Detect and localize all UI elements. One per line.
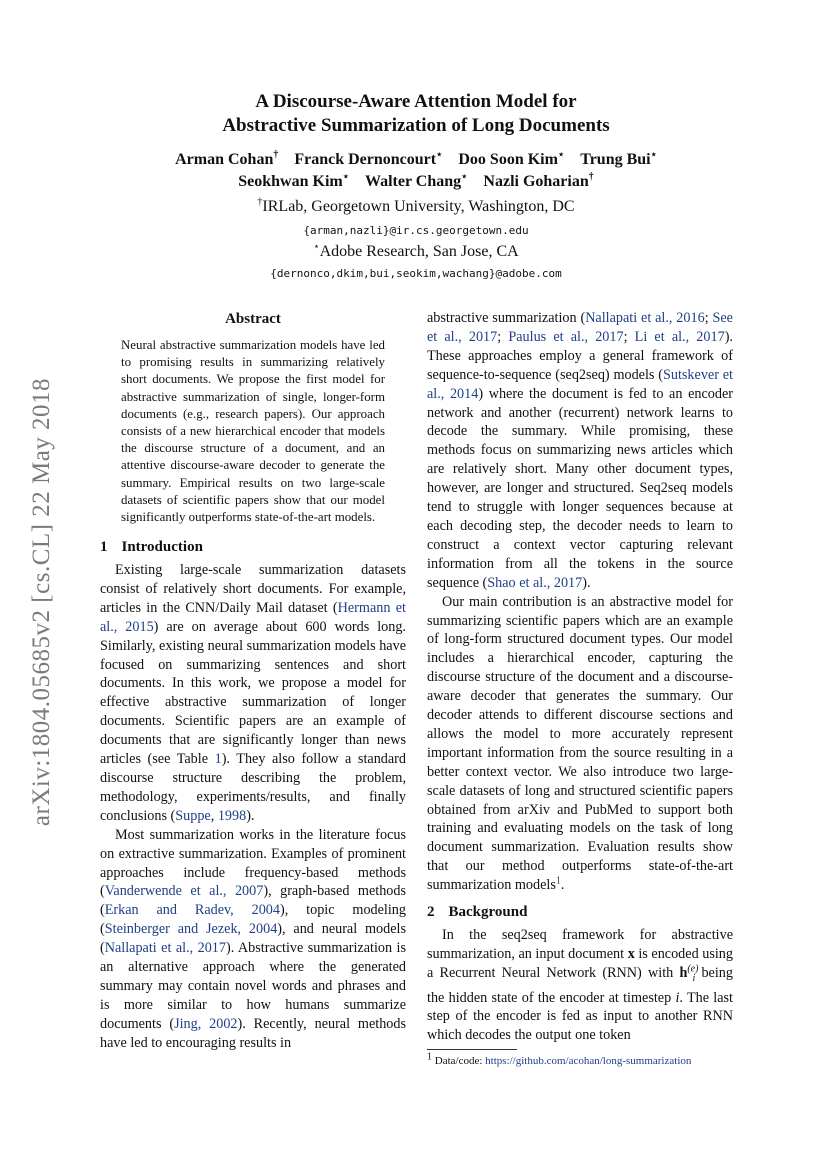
text-run: x	[627, 945, 635, 962]
abstract-heading: Abstract	[225, 311, 281, 327]
title-line-1: A Discourse-Aware Attention Model for	[255, 91, 577, 112]
author-affiliation-mark: ⋆	[461, 171, 468, 183]
author-affiliation-mark: †	[588, 171, 594, 183]
citation-link[interactable]: Shao et al., 2017	[487, 574, 583, 591]
text-run: (e)	[687, 963, 699, 975]
author-name: Doo Soon Kim⋆	[458, 149, 565, 168]
citation-link[interactable]: Li et al., 2017	[634, 328, 725, 345]
citation-link[interactable]: Hermann et al., 2015	[100, 599, 406, 635]
citation-link[interactable]: Steinberger and Jezek, 2004	[104, 921, 278, 938]
paper-title	[100, 90, 732, 138]
text-run: Most summarization works in the literature focus on extractive summarization. Examples of prominent approaches include frequency-based methods (	[100, 826, 406, 900]
author-affiliation-mark: ⋆	[557, 149, 565, 161]
email-adobe[interactable]: {dernonco,dkim,bui,seokim,wachang}@adobe.com	[270, 267, 562, 280]
text-run: h	[679, 964, 688, 981]
arxiv-identifier: arXiv:1804.05685v2 [cs.CL] 22 May 2018	[28, 377, 55, 827]
text-run: . The last step of the encoder is fed as input to another RNN which decodes the output one token	[427, 989, 733, 1044]
section-heading-background	[427, 903, 733, 922]
text-run: Our main contribution is an abstractive model for summarizing scientific papers which are an example of long-form structured document types. Our model includes a hierarchical encoder, capturing the discourse structure of the document and a discourse-aware decoder that generates the summary. Our decoder attends to different discourse sections and allows the model to more accurately represent important information from the source resulting in a better context vector. We also introduce two large-scale datasets of long and structured scientific papers obtained from arXiv and PubMed to support both training and evaluating models on the task of long document summarization. Evaluation results show that our method outperforms state-of-the-art summarization models	[427, 593, 733, 894]
text-run: In the seq2seq framework for abstractive summarization, an input document	[427, 927, 733, 962]
citation-link[interactable]: Suppe	[175, 807, 211, 824]
intro-paragraph-3	[427, 309, 733, 593]
text-run: ).	[246, 807, 255, 824]
intro-paragraph-4	[427, 593, 733, 896]
section-number: 2	[427, 904, 435, 921]
author-name: Nazli Goharian†	[483, 171, 594, 190]
author-affiliation-mark: ⋆	[342, 171, 349, 183]
citation-link[interactable]: Vanderwende et al., 2007	[104, 883, 264, 900]
text-run: .	[560, 877, 565, 894]
affiliation-mark: ⋆	[313, 241, 320, 253]
right-column	[427, 309, 733, 1068]
section-title: Introduction	[121, 539, 203, 556]
affiliation-mark: †	[257, 196, 263, 208]
text-run: i	[675, 989, 680, 1006]
background-paragraph-1	[427, 926, 733, 1045]
affiliation-name: Adobe Research, San Jose, CA	[319, 243, 519, 260]
text-run: ), and neural models (	[100, 921, 406, 957]
section-heading-introduction	[100, 538, 406, 557]
footnote-label: Data/code:	[434, 1055, 486, 1068]
intro-paragraph-1	[100, 561, 406, 826]
text-run: Existing large-scale summarization datasets consist of relatively short documents. For example, articles in the CNN/Daily Mail dataset (	[100, 562, 406, 616]
citation-link[interactable]: Paulus et al., 2017	[508, 328, 624, 345]
author-name: Franck Dernoncourt⋆	[294, 149, 443, 168]
citation-link[interactable]: Jing, 2002	[174, 1015, 238, 1032]
author-row-1	[100, 149, 732, 171]
affiliation-adobe	[100, 243, 732, 261]
text-run: ;	[497, 328, 509, 345]
footnote-mark: 1	[427, 1051, 432, 1063]
text-run: ). They also follow a standard discourse structure describing the problem, methodology, experiments/results, and finally conclusions (	[100, 751, 406, 824]
author-row-2	[100, 171, 732, 193]
author-name: Arman Cohan†	[175, 149, 279, 168]
left-column	[100, 309, 406, 1053]
text-run: ), graph-based methods (	[100, 883, 406, 919]
author-affiliation-mark: ⋆	[436, 149, 443, 161]
footnote-divider	[427, 1049, 517, 1050]
title-line-2: Abstractive Summarization of Long Documents	[222, 115, 610, 136]
text-run: ).	[582, 574, 591, 591]
citation-link[interactable]: Nallapati et al., 2017	[104, 940, 226, 957]
text-run: abstractive summarization (	[427, 310, 586, 326]
citation-link[interactable]: Nallapati et al., 2016	[585, 310, 705, 326]
text-run: is encoded using a Recurrent Neural Network (RNN) with	[427, 945, 733, 981]
text-run: ) are on average about 600 words long. Similarly, existing neural summarization models have focused on summarizing sentences and short documents. In this work, we propose a model for effective abstractive summarization of longer documents. Scientific papers are an example of documents that are significantly longer than news articles (see Table	[100, 618, 406, 768]
section-title: Background	[448, 904, 528, 921]
citation-link[interactable]: 1998	[217, 807, 247, 824]
text-run: ;	[623, 328, 635, 345]
intro-paragraph-2	[100, 826, 406, 1053]
text-run: ). Abstractive summarization is an alternative approach where the generated summary may contain novel words and phrases and is more similar to how humans summarize documents (	[100, 940, 406, 1032]
author-affiliation-mark: ⋆	[650, 149, 657, 161]
citation-link[interactable]: Erkan and Radev, 2004	[104, 902, 280, 919]
author-affiliation-mark: †	[273, 149, 279, 161]
abstract-text: Neural abstractive summarization models have led to promising results in summarizing relatively short documents. We propose the first model for abstractive summarization of single, longer-form documents (e.g., research papers). Our approach consists of a new hierarchical encoder that models the discourse structure of a document, and an attentive discourse-aware decoder to generate the summary. Empirical results on two large-scale datasets of scientific papers show that our model significantly outperforms state-of-the-art models.	[121, 337, 385, 524]
citation-link[interactable]: 1	[555, 875, 561, 887]
section-number: 1	[100, 539, 108, 556]
text-run: ). These approaches employ a general framework of sequence-to-sequence (seq2seq) models (	[427, 328, 733, 383]
author-name: Walter Chang⋆	[364, 171, 468, 190]
affiliation-name: IRLab, Georgetown University, Washington, DC	[262, 198, 575, 215]
author-list	[100, 149, 732, 193]
citation-link[interactable]: 1	[214, 751, 222, 768]
citation-link[interactable]: See et al., 2017	[427, 310, 733, 345]
author-name: Trung Bui⋆	[580, 149, 657, 168]
text-run: ), topic modeling (	[100, 902, 406, 938]
text-run: ,	[210, 807, 218, 824]
footnote-link[interactable]: https://github.com/acohan/long-summarization	[485, 1055, 692, 1068]
text-run: i	[692, 972, 696, 984]
author-name: Seokhwan Kim⋆	[238, 171, 349, 190]
email-georgetown[interactable]: {arman,nazli}@ir.cs.georgetown.edu	[303, 224, 529, 237]
footnote-1	[427, 1051, 733, 1068]
text-run: being the hidden state of the encoder at timestep	[427, 964, 733, 1006]
citation-link[interactable]: Sutskever et al., 2014	[427, 366, 733, 402]
text-run: ). Recently, neural methods have led to encouraging results in	[100, 1015, 406, 1051]
affiliation-georgetown	[100, 198, 732, 216]
text-run: ) where the document is fed to an encoder network and another (recurrent) network learns to decode the summary. While promising, these methods focus on summarizing news articles which are relatively short. Many other document types, however, are longer and structured. Seq2seq models tend to struggle with longer sequences because at each decoding step, the decoder needs to learn to construct a context vector capturing relevant information from all the tokens in the source sequence (	[427, 385, 733, 591]
text-run: ;	[704, 310, 713, 326]
